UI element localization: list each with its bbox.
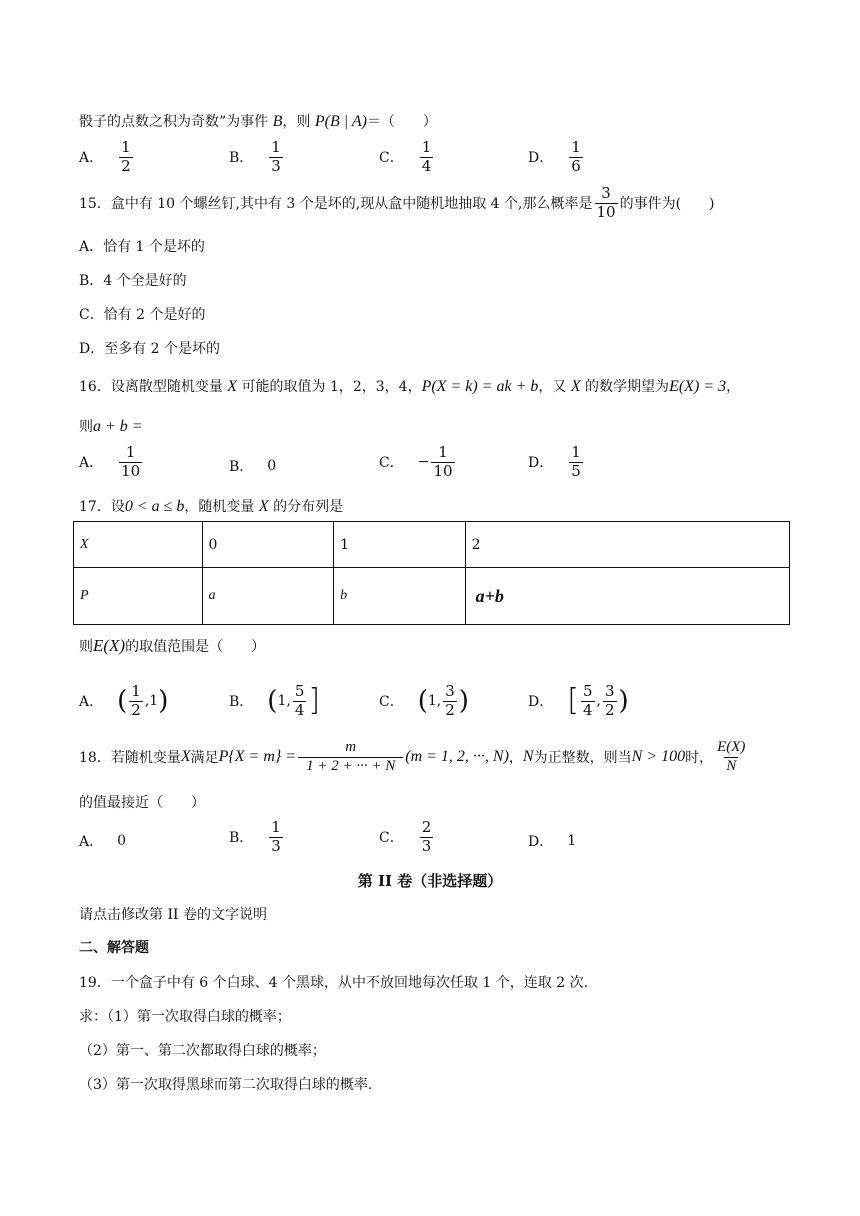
q16-math: a + b = (93, 418, 143, 435)
fraction (269, 820, 283, 855)
option-value: 1 (149, 693, 159, 710)
fraction (298, 740, 403, 775)
q16-text: 的数学期望为 (580, 379, 670, 395)
q16-var-x: X (570, 378, 581, 395)
table-row (74, 568, 790, 625)
fraction (581, 684, 595, 719)
option-label: C． (379, 455, 404, 472)
q17-question (79, 496, 343, 516)
q14-text-mid: ，则 (282, 114, 315, 130)
q15-text-end: 的事件为( ) (619, 196, 715, 213)
option-label: C． (379, 830, 404, 847)
option-label: D． (528, 455, 554, 472)
denominator: 2 (445, 700, 455, 719)
numerator: 1 (421, 138, 432, 156)
option-value: 0 (117, 833, 127, 849)
q16-text: 可能的取值为 1，2，3，4， (237, 379, 422, 395)
table-cell: 0 (202, 522, 334, 568)
option-label: B． (229, 830, 254, 847)
option-value: 1 (427, 693, 437, 710)
q18-option-c[interactable] (379, 820, 435, 855)
option-label: D． (528, 694, 554, 711)
table-cell: b (334, 568, 466, 625)
close-paren: ) (158, 686, 169, 717)
numerator: 1 (121, 138, 131, 156)
table-cell: a+b (465, 568, 789, 625)
option-value: 0 (267, 458, 277, 474)
option-label: B． (229, 459, 254, 475)
q17-option-a[interactable] (79, 684, 168, 719)
option-label: A． (79, 455, 104, 472)
close-paren: ) (618, 686, 629, 717)
section-note[interactable]: 请点击修改第 II 卷的文字说明 (79, 907, 267, 923)
numerator: 5 (582, 682, 593, 700)
q16-question-line2 (79, 416, 143, 436)
q17-text: ，随机变量 (184, 499, 259, 515)
fraction (119, 140, 133, 175)
option-label: D． (528, 150, 554, 167)
numerator: 3 (604, 682, 615, 700)
q17-condition: 0 < a ≤ b (124, 498, 185, 515)
open-paren: ( (267, 686, 278, 717)
q18-text: 为正整数，则当 (533, 750, 632, 767)
table-cell: a (202, 568, 334, 625)
q14-tail-line (79, 111, 437, 131)
q16-formula: P(X = k) = ak + b (421, 378, 539, 395)
q18-option-b[interactable] (229, 820, 285, 855)
q18-condition: (m = 1, 2, ···, N) (405, 748, 509, 766)
fraction (569, 445, 583, 480)
numerator: 1 (131, 682, 141, 700)
q17-option-c[interactable] (379, 684, 469, 719)
fraction (119, 445, 142, 480)
comma: , (144, 693, 150, 710)
minus-sign: − (417, 454, 430, 471)
fraction (129, 684, 143, 719)
fraction (420, 820, 434, 855)
denominator: 2 (131, 700, 141, 719)
close-paren: ) (458, 686, 469, 717)
comma: , (286, 693, 291, 710)
q17-text: 的分布列是 (268, 499, 344, 515)
q14-prob: P(B | A) (314, 113, 367, 130)
numerator: 1 (571, 443, 581, 461)
close-bracket: ] (308, 683, 321, 719)
table-cell: 1 (334, 522, 466, 568)
q17-text: 的取值范围是（ ） (125, 639, 266, 655)
denominator: 2 (121, 156, 131, 175)
q18-var-n: N (522, 748, 534, 766)
q16-text: 则 (79, 419, 93, 435)
q18-question-line2: 的值最接近（ ） (79, 795, 205, 811)
fraction (595, 186, 618, 221)
numerator: m (345, 739, 357, 755)
q14-option-a[interactable] (79, 140, 135, 175)
q18-var-x: X (180, 748, 191, 766)
q16-var-x: X (227, 378, 238, 395)
fraction (269, 140, 283, 175)
q17-after-line (79, 636, 265, 656)
denominator: N (726, 757, 737, 774)
q18-text: ， (508, 750, 523, 767)
q16-option-c[interactable] (379, 445, 457, 480)
option-label: A． (79, 150, 104, 167)
numerator: 1 (271, 818, 281, 836)
numerator: 1 (438, 443, 448, 461)
q15-text: 15．盒中有 10 个螺丝钉,其中有 3 个是坏的,现从盒中随机地抽取 4 个,那么概率是 (79, 196, 593, 213)
q17-option-d[interactable] (528, 684, 629, 719)
q19-line4: （3）第一次取得黑球而第二次取得白球的概率. (79, 1077, 373, 1093)
denominator: 4 (294, 700, 305, 719)
numerator: 2 (421, 818, 432, 836)
q17-text: 则 (79, 639, 93, 655)
denominator: 4 (582, 700, 593, 719)
q18-text: 18．若随机变量 (79, 750, 181, 767)
numerator: 1 (271, 138, 281, 156)
q16-option-b[interactable] (229, 456, 276, 476)
q15-option-d[interactable]: D．至多有 2 个是坏的 (79, 341, 221, 357)
option-label: B． (229, 150, 254, 167)
open-bracket: [ (567, 683, 579, 719)
denominator: 3 (421, 836, 432, 855)
fraction (569, 140, 583, 175)
q19-line2: 求：（1）第一次取得白球的概率； (79, 1009, 291, 1025)
q14-option-d[interactable] (528, 140, 585, 175)
fraction (293, 684, 307, 719)
numerator: E(X) (717, 739, 746, 755)
fraction (715, 740, 747, 775)
q15-question (79, 186, 715, 221)
comma: , (596, 693, 601, 710)
q15-option-b[interactable]: B．4 个全是好的 (79, 273, 187, 289)
table-cell: 2 (465, 522, 789, 568)
option-value: 1 (567, 833, 577, 849)
numerator: 3 (445, 682, 455, 700)
open-paren: ( (417, 686, 428, 717)
option-label: B． (229, 694, 254, 711)
denominator: 2 (604, 700, 615, 719)
denominator: 4 (421, 156, 432, 175)
q18-inequality: N > 100 (631, 748, 686, 766)
denominator: 10 (596, 202, 616, 221)
q19-line3: （2）第一、第二次都取得白球的概率； (79, 1043, 326, 1059)
option-label: A． (79, 694, 104, 711)
numerator: 1 (571, 138, 581, 156)
q14-text-end: ＝（ ） (366, 114, 437, 130)
q16-option-a[interactable] (79, 445, 144, 480)
q18-lhs: P{X = m} = (218, 748, 297, 766)
q16-text: ，又 (538, 379, 571, 395)
denominator: 3 (271, 156, 281, 175)
q19-line1: 19．一个盒子中有 6 个白球、4 个黑球，从中不放回地每次任取 1 个，连取 2 次. (79, 975, 589, 991)
q14-text: 骰子的点数之积为奇数”为事件 (79, 114, 273, 130)
fraction (420, 140, 434, 175)
option-value: 1 (277, 693, 287, 710)
option-label: C． (379, 150, 404, 167)
comma: , (436, 693, 442, 710)
q16-text: ， (726, 379, 741, 395)
fraction (603, 684, 617, 719)
q14-var-b: B (272, 113, 283, 130)
q18-question (79, 740, 749, 775)
q16-expect: E(X) = 3 (669, 378, 727, 395)
q17-option-b[interactable] (229, 684, 320, 719)
q14-option-b[interactable] (229, 140, 285, 175)
denominator: 5 (571, 461, 581, 480)
fraction (443, 684, 457, 719)
denominator: 3 (271, 836, 281, 855)
table-cell: P (74, 568, 203, 625)
q17-expect: E(X) (93, 636, 126, 655)
q16-option-d[interactable] (528, 445, 585, 480)
numerator: 5 (294, 682, 305, 700)
option-label: C． (379, 694, 404, 711)
q17-text: 17．设 (79, 499, 125, 515)
numerator: 3 (601, 184, 611, 202)
q16-text: 16．设离散型随机变量 (79, 379, 228, 395)
q18-text: 满足 (190, 750, 219, 767)
q15-option-a[interactable]: A．恰有 1 个是坏的 (79, 239, 205, 255)
option-label: A． (79, 834, 104, 850)
q15-option-c[interactable]: C．恰有 2 个是好的 (79, 307, 206, 323)
q14-option-c[interactable] (379, 140, 435, 175)
q17-var-x: X (258, 498, 269, 515)
q18-option-a[interactable] (79, 831, 126, 851)
q18-text: 时， (685, 750, 714, 767)
denominator: 10 (121, 461, 141, 480)
option-label: D． (528, 834, 554, 850)
fraction (431, 445, 454, 480)
section-title: 第 II 卷（非选择题） (357, 872, 503, 890)
numerator: 1 (125, 443, 136, 461)
open-paren: ( (117, 686, 128, 717)
denominator: 6 (571, 156, 581, 175)
denominator: 1 + 2 + ··· + N (298, 757, 403, 775)
distribution-table (73, 521, 790, 625)
table-cell: X (74, 522, 203, 568)
q16-question-line1 (79, 376, 740, 396)
q18-option-d[interactable] (528, 831, 576, 851)
table-row (74, 522, 790, 568)
part-heading: 二、解答题 (79, 940, 149, 956)
denominator: 10 (433, 461, 453, 480)
